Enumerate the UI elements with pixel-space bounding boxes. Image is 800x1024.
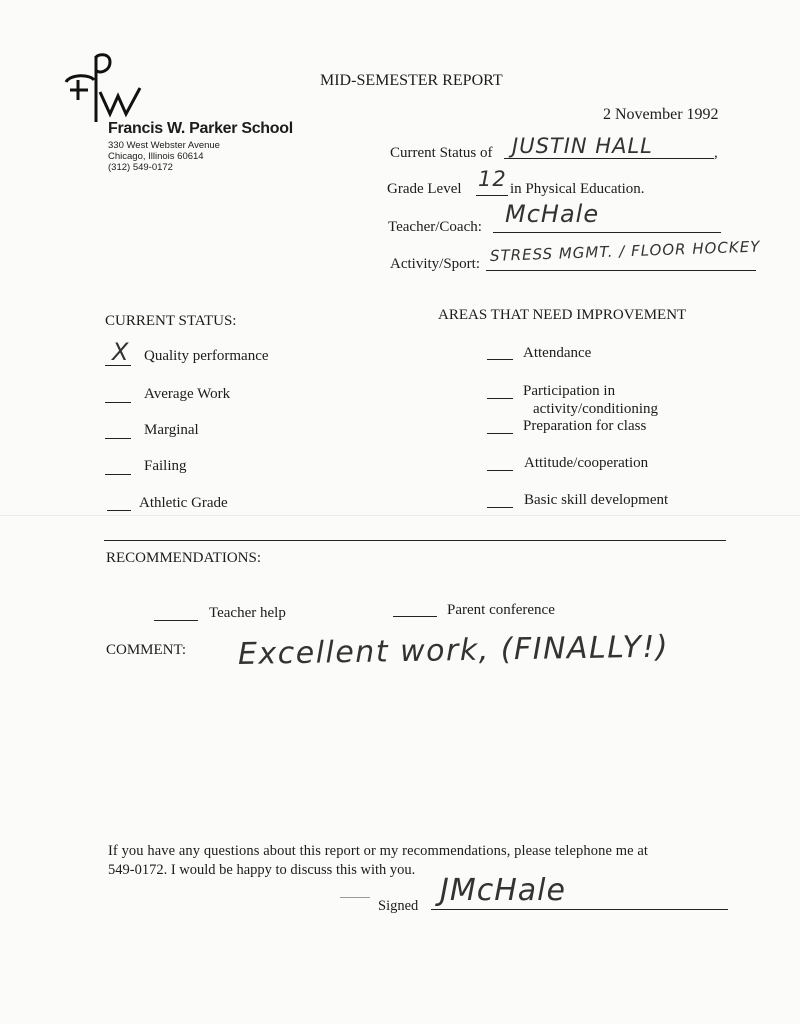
status-check-mark: X xyxy=(112,338,130,366)
school-name: Francis W. Parker School xyxy=(108,120,293,137)
status-failing: Failing xyxy=(144,458,187,474)
improvement-checkbox-line[interactable] xyxy=(487,359,513,360)
activity-value: STRESS MGMT. / FLOOR HOCKEY xyxy=(489,237,761,265)
status-average-work: Average Work xyxy=(144,386,231,402)
activity-label: Activity/Sport: xyxy=(390,256,480,272)
grade-level-label: Grade Level xyxy=(387,181,462,197)
status-athletic-grade: Athletic Grade xyxy=(139,495,228,511)
footer-line-2: 549-0172. I would be happy to discuss this with you. xyxy=(108,862,416,878)
report-title: MID-SEMESTER REPORT xyxy=(320,72,503,89)
school-phone: (312) 549-0172 xyxy=(108,162,173,173)
improvement-basic-skill: Basic skill development xyxy=(524,492,669,508)
improvement-checkbox-line[interactable] xyxy=(487,398,513,399)
grade-level-value: 12 xyxy=(478,167,507,191)
recommendations-heading: RECOMMENDATIONS: xyxy=(106,550,262,566)
school-logo-icon xyxy=(60,52,150,124)
improvement-attendance: Attendance xyxy=(523,345,592,361)
signature: JMcHale xyxy=(440,873,566,908)
status-checkbox-line[interactable] xyxy=(105,474,131,475)
address-line-1: 330 West Webster Avenue xyxy=(108,140,220,151)
current-status-of-label: Current Status of xyxy=(390,145,493,161)
parent-conference-label: Parent conference xyxy=(447,602,555,618)
footer-line-1: If you have any questions about this report or my recommendations, please telephone me at xyxy=(108,843,649,859)
section-divider xyxy=(104,540,726,541)
improvement-preparation: Preparation for class xyxy=(523,418,647,434)
status-checkbox-line[interactable] xyxy=(105,402,131,403)
improvement-checkbox-line[interactable] xyxy=(487,507,513,508)
status-quality-performance: Quality performance xyxy=(144,348,269,364)
school-address xyxy=(108,140,220,173)
improvement-checkbox-line[interactable] xyxy=(487,433,513,434)
student-name: JUSTIN HALL xyxy=(512,134,653,158)
status-checkbox-line[interactable] xyxy=(107,510,131,511)
teacher-label: Teacher/Coach: xyxy=(388,219,482,235)
teacher-line xyxy=(493,232,721,233)
status-marginal: Marginal xyxy=(144,422,199,438)
improvement-participation-2: activity/conditioning xyxy=(533,401,658,417)
paper-fold xyxy=(0,515,800,516)
improvement-attitude: Attitude/cooperation xyxy=(524,455,649,471)
improvement-participation: Participation in xyxy=(523,383,616,399)
current-status-heading: CURRENT STATUS: xyxy=(105,313,237,329)
name-comma: , xyxy=(714,145,718,161)
improvement-checkbox-line[interactable] xyxy=(487,470,513,471)
teacher-help-line[interactable] xyxy=(154,620,198,621)
activity-line xyxy=(486,270,756,271)
improvement-heading: AREAS THAT NEED IMPROVEMENT xyxy=(438,307,687,323)
comment-value: Excellent work, (FINALLY!) xyxy=(237,629,670,672)
signature-line xyxy=(431,909,728,910)
signed-label: Signed xyxy=(378,898,419,914)
parent-conference-line[interactable] xyxy=(393,616,437,617)
teacher-value: McHale xyxy=(505,200,600,228)
student-name-line xyxy=(504,158,714,159)
grade-level-line xyxy=(476,195,508,196)
decorative-dash xyxy=(340,897,370,898)
status-checkbox-line[interactable] xyxy=(105,438,131,439)
address-line-2: Chicago, Illinois 60614 xyxy=(108,151,204,162)
report-date: 2 November 1992 xyxy=(603,106,719,123)
comment-label: COMMENT: xyxy=(106,642,187,658)
teacher-help-label: Teacher help xyxy=(209,605,286,621)
grade-level-suffix: in Physical Education. xyxy=(510,181,645,197)
